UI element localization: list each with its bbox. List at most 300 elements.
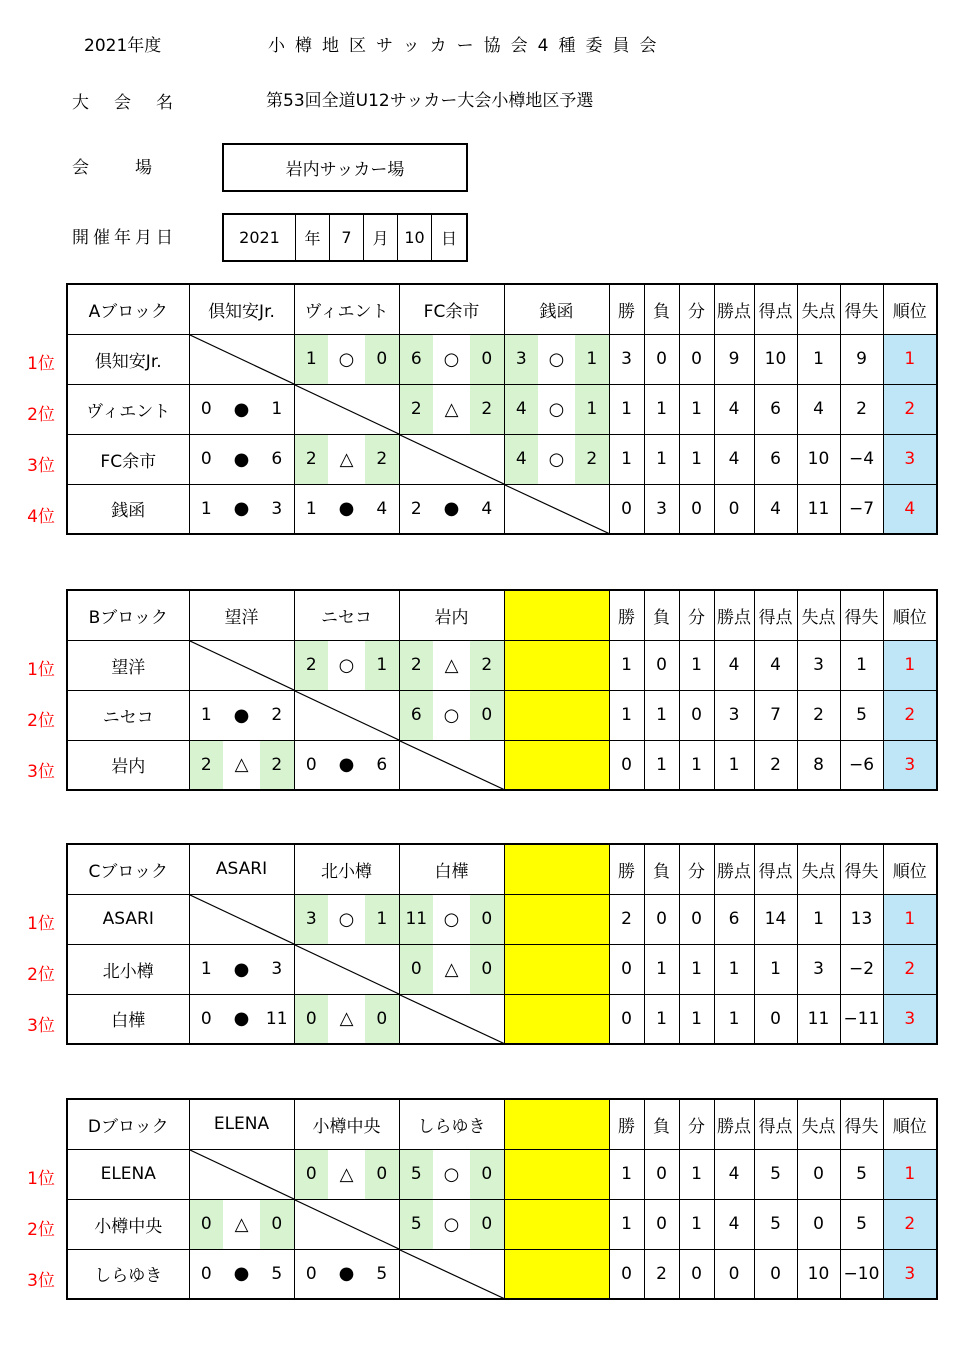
score: 5 bbox=[271, 1263, 283, 1284]
match-result bbox=[189, 1249, 294, 1299]
block-name: Aブロック bbox=[67, 284, 189, 334]
stat-value: −2 bbox=[840, 944, 883, 994]
score: 0 bbox=[400, 945, 434, 994]
stat-header: 勝点 bbox=[714, 844, 754, 894]
opponent-header: ニセコ bbox=[294, 590, 399, 640]
block-table bbox=[66, 283, 938, 535]
score: 4 bbox=[505, 385, 539, 434]
block-name: Cブロック bbox=[67, 844, 189, 894]
table-row bbox=[67, 690, 937, 740]
score: 0 bbox=[365, 995, 399, 1044]
match-result bbox=[504, 434, 609, 484]
stat-value: 0 bbox=[797, 1199, 840, 1249]
opponent-header: ASARI bbox=[189, 844, 294, 894]
table-row bbox=[67, 484, 937, 534]
stat-value: 1 bbox=[797, 894, 840, 944]
score: 2 bbox=[470, 385, 504, 434]
table-row bbox=[67, 1149, 937, 1199]
stat-value: 6 bbox=[754, 384, 797, 434]
result-symbol: ○ bbox=[548, 448, 565, 470]
stat-value: −4 bbox=[840, 434, 883, 484]
stat-header: 勝 bbox=[609, 590, 644, 640]
stat-value: 4 bbox=[714, 384, 754, 434]
stat-value: 6 bbox=[754, 434, 797, 484]
stat-value: 4 bbox=[714, 1199, 754, 1249]
match-result bbox=[399, 640, 504, 690]
result-symbol: ● bbox=[338, 498, 355, 520]
team-name: 銭函 bbox=[67, 484, 189, 534]
stat-value: 0 bbox=[609, 1249, 644, 1299]
stat-value: 2 bbox=[754, 740, 797, 790]
match-result bbox=[399, 334, 504, 384]
stat-value: 0 bbox=[644, 334, 679, 384]
event-name: 第53回全道U12サッカー大会小樽地区予選 bbox=[266, 91, 594, 111]
match-result bbox=[294, 740, 399, 790]
stat-value: 1 bbox=[609, 690, 644, 740]
rank-value: 4 bbox=[883, 484, 937, 534]
stat-value: 5 bbox=[754, 1149, 797, 1199]
date-year: 2021 bbox=[224, 215, 296, 260]
stat-value: 1 bbox=[644, 384, 679, 434]
stat-value: 0 bbox=[679, 484, 714, 534]
stat-header: 順位 bbox=[883, 284, 937, 334]
opponent-header: 白樺 bbox=[399, 844, 504, 894]
result-symbol: △ bbox=[234, 1213, 249, 1235]
event-label: 大 会 名 bbox=[72, 93, 177, 113]
unused-cell bbox=[504, 894, 609, 944]
stat-value: 4 bbox=[754, 484, 797, 534]
stat-value: 1 bbox=[679, 1199, 714, 1249]
result-symbol: ○ bbox=[338, 908, 355, 930]
stat-value: 2 bbox=[797, 690, 840, 740]
score: 3 bbox=[295, 895, 329, 944]
score: 6 bbox=[400, 335, 434, 384]
score: 2 bbox=[260, 741, 294, 790]
team-name: 倶知安Jr. bbox=[67, 334, 189, 384]
stat-value: 6 bbox=[714, 894, 754, 944]
place-label: 3位 bbox=[27, 1271, 55, 1291]
score: 2 bbox=[295, 435, 329, 484]
stat-header: 勝 bbox=[609, 284, 644, 334]
stat-value: 3 bbox=[797, 640, 840, 690]
self-match-cell bbox=[294, 944, 399, 994]
table-row bbox=[67, 640, 937, 690]
opponent-header: 小樽中央 bbox=[294, 1099, 399, 1149]
match-result bbox=[189, 690, 294, 740]
stat-value: 1 bbox=[644, 434, 679, 484]
stat-value: 10 bbox=[797, 434, 840, 484]
stat-value: 0 bbox=[714, 1249, 754, 1299]
table-row bbox=[67, 384, 937, 434]
opponent-header: ELENA bbox=[189, 1099, 294, 1149]
diagonal-line bbox=[295, 385, 399, 434]
stat-value: 3 bbox=[797, 944, 840, 994]
score: 5 bbox=[400, 1200, 434, 1249]
result-symbol: ○ bbox=[338, 654, 355, 676]
result-symbol: △ bbox=[234, 754, 249, 776]
match-result bbox=[294, 1249, 399, 1299]
place-label: 3位 bbox=[27, 1016, 55, 1036]
score: 2 bbox=[575, 435, 609, 484]
self-match-cell bbox=[399, 994, 504, 1044]
rank-value: 2 bbox=[883, 944, 937, 994]
rank-value: 2 bbox=[883, 690, 937, 740]
result-symbol: ○ bbox=[548, 348, 565, 370]
score: 1 bbox=[200, 705, 212, 725]
stat-value: 7 bbox=[754, 690, 797, 740]
place-label: 2位 bbox=[27, 1220, 55, 1240]
diagonal-line bbox=[295, 691, 399, 740]
stat-value: 1 bbox=[797, 334, 840, 384]
fiscal-year: 2021年度 bbox=[84, 36, 162, 56]
stat-value: 0 bbox=[754, 1249, 797, 1299]
stat-value: 0 bbox=[714, 484, 754, 534]
result-symbol: ○ bbox=[548, 398, 565, 420]
match-result bbox=[189, 434, 294, 484]
venue-label: 会 場 bbox=[72, 158, 156, 178]
stat-value: 1 bbox=[714, 944, 754, 994]
score: 1 bbox=[365, 641, 399, 690]
score: 0 bbox=[200, 449, 212, 469]
score: 0 bbox=[295, 1150, 329, 1199]
unused-cell bbox=[504, 1199, 609, 1249]
team-name: FC余市 bbox=[67, 434, 189, 484]
stat-value: 4 bbox=[714, 1149, 754, 1199]
result-symbol: △ bbox=[444, 398, 459, 420]
unused-cell bbox=[504, 994, 609, 1044]
team-name: ASARI bbox=[67, 894, 189, 944]
stat-value: 0 bbox=[644, 1149, 679, 1199]
team-name: しらゆき bbox=[67, 1249, 189, 1299]
self-match-cell bbox=[399, 434, 504, 484]
stat-value: 13 bbox=[840, 894, 883, 944]
match-result bbox=[189, 1199, 294, 1249]
team-name: 白樺 bbox=[67, 994, 189, 1044]
unused-cell bbox=[504, 1249, 609, 1299]
match-result bbox=[294, 1149, 399, 1199]
opponent-header: 望洋 bbox=[189, 590, 294, 640]
team-name: 小樽中央 bbox=[67, 1199, 189, 1249]
block-table bbox=[66, 589, 938, 791]
stat-header: 勝点 bbox=[714, 284, 754, 334]
stat-value: 0 bbox=[679, 334, 714, 384]
stat-value: 1 bbox=[609, 1149, 644, 1199]
score: 3 bbox=[271, 959, 283, 979]
stat-header: 負 bbox=[644, 844, 679, 894]
result-symbol: ● bbox=[233, 958, 250, 980]
place-label: 2位 bbox=[27, 711, 55, 731]
result-symbol: ● bbox=[233, 1263, 250, 1285]
match-result bbox=[399, 384, 504, 434]
stat-header: 得点 bbox=[754, 284, 797, 334]
match-result bbox=[399, 944, 504, 994]
score: 0 bbox=[470, 691, 504, 740]
diagonal-line bbox=[400, 741, 504, 790]
stat-header: 勝点 bbox=[714, 590, 754, 640]
stat-value: 5 bbox=[754, 1199, 797, 1249]
stat-value: 1 bbox=[714, 740, 754, 790]
stat-header: 順位 bbox=[883, 844, 937, 894]
score: 2 bbox=[190, 741, 224, 790]
stat-value: 1 bbox=[840, 640, 883, 690]
score: 11 bbox=[400, 895, 434, 944]
self-match-cell bbox=[294, 1199, 399, 1249]
stat-value: 10 bbox=[754, 334, 797, 384]
score: 2 bbox=[400, 641, 434, 690]
opponent-header: FC余市 bbox=[399, 284, 504, 334]
match-result bbox=[294, 484, 399, 534]
table-row bbox=[67, 1199, 937, 1249]
team-name: ニセコ bbox=[67, 690, 189, 740]
stat-value: 1 bbox=[644, 690, 679, 740]
stat-value: −10 bbox=[840, 1249, 883, 1299]
score: 1 bbox=[200, 498, 212, 519]
stat-value: 1 bbox=[679, 994, 714, 1044]
match-result bbox=[189, 740, 294, 790]
stat-value: 1 bbox=[679, 944, 714, 994]
stat-value: 1 bbox=[679, 434, 714, 484]
team-name: 北小樽 bbox=[67, 944, 189, 994]
score: 3 bbox=[271, 498, 283, 519]
stat-value: 0 bbox=[679, 1249, 714, 1299]
stat-header: 分 bbox=[679, 844, 714, 894]
table-row bbox=[67, 740, 937, 790]
score: 0 bbox=[470, 1150, 504, 1199]
score: 1 bbox=[295, 335, 329, 384]
stat-value: 1 bbox=[714, 994, 754, 1044]
score: 0 bbox=[365, 1150, 399, 1199]
diagonal-line bbox=[190, 335, 294, 384]
score: 2 bbox=[295, 641, 329, 690]
date-label: 開催年月日 bbox=[72, 228, 177, 248]
stat-header: 得失 bbox=[840, 590, 883, 640]
stat-value: 4 bbox=[714, 640, 754, 690]
result-symbol: ○ bbox=[443, 348, 460, 370]
match-result bbox=[504, 384, 609, 434]
opponent-header: 岩内 bbox=[399, 590, 504, 640]
match-result bbox=[294, 640, 399, 690]
result-symbol: △ bbox=[444, 958, 459, 980]
stat-header: 得点 bbox=[754, 1099, 797, 1149]
opponent-header: 銭函 bbox=[504, 284, 609, 334]
stat-header: 分 bbox=[679, 590, 714, 640]
stat-value: 1 bbox=[679, 1149, 714, 1199]
stat-header: 勝 bbox=[609, 1099, 644, 1149]
stat-header: 失点 bbox=[797, 590, 840, 640]
self-match-cell bbox=[189, 894, 294, 944]
stat-header: 得点 bbox=[754, 590, 797, 640]
date-month: 7 bbox=[330, 215, 364, 260]
result-symbol: ● bbox=[233, 398, 250, 420]
stat-header: 失点 bbox=[797, 844, 840, 894]
score: 0 bbox=[470, 1200, 504, 1249]
score: 2 bbox=[410, 498, 422, 519]
score: 1 bbox=[575, 335, 609, 384]
stat-header: 得失 bbox=[840, 844, 883, 894]
stat-value: 9 bbox=[840, 334, 883, 384]
stat-header: 得失 bbox=[840, 284, 883, 334]
score: 0 bbox=[365, 335, 399, 384]
score: 0 bbox=[200, 1263, 212, 1284]
stat-value: 4 bbox=[714, 434, 754, 484]
score: 1 bbox=[200, 959, 212, 979]
score: 0 bbox=[295, 995, 329, 1044]
stat-value: 0 bbox=[609, 484, 644, 534]
result-symbol: ● bbox=[443, 498, 460, 520]
score: 6 bbox=[376, 754, 388, 775]
stat-value: 4 bbox=[754, 640, 797, 690]
self-match-cell bbox=[504, 484, 609, 534]
score: 4 bbox=[505, 435, 539, 484]
score: 1 bbox=[271, 399, 283, 419]
self-match-cell bbox=[294, 384, 399, 434]
place-label: 1位 bbox=[27, 660, 55, 680]
stat-value: 2 bbox=[644, 1249, 679, 1299]
stat-value: 0 bbox=[754, 994, 797, 1044]
score: 2 bbox=[400, 385, 434, 434]
stat-value: 2 bbox=[840, 384, 883, 434]
place-label: 4位 bbox=[27, 507, 55, 527]
rank-value: 3 bbox=[883, 994, 937, 1044]
team-name: ELENA bbox=[67, 1149, 189, 1199]
unused-cell bbox=[504, 690, 609, 740]
table-row bbox=[67, 334, 937, 384]
result-symbol: △ bbox=[339, 448, 354, 470]
score: 3 bbox=[505, 335, 539, 384]
stat-value: 11 bbox=[797, 484, 840, 534]
rank-value: 1 bbox=[883, 640, 937, 690]
stat-value: −11 bbox=[840, 994, 883, 1044]
venue-box bbox=[222, 143, 468, 192]
score: 0 bbox=[190, 1200, 224, 1249]
score: 0 bbox=[200, 1008, 212, 1029]
stat-value: −7 bbox=[840, 484, 883, 534]
self-match-cell bbox=[189, 334, 294, 384]
unused-column bbox=[504, 844, 609, 894]
place-label: 2位 bbox=[27, 405, 55, 425]
diagonal-line bbox=[400, 1250, 504, 1299]
score: 11 bbox=[265, 1008, 288, 1029]
stat-value: 4 bbox=[797, 384, 840, 434]
place-label: 2位 bbox=[27, 965, 55, 985]
team-name: 望洋 bbox=[67, 640, 189, 690]
diagonal-line bbox=[295, 945, 399, 994]
opponent-header: 倶知安Jr. bbox=[189, 284, 294, 334]
score: 4 bbox=[481, 498, 493, 519]
stat-value: 3 bbox=[644, 484, 679, 534]
unused-cell bbox=[504, 944, 609, 994]
score: 0 bbox=[305, 1263, 317, 1284]
block-name: Bブロック bbox=[67, 590, 189, 640]
match-result bbox=[294, 434, 399, 484]
match-result bbox=[189, 994, 294, 1044]
opponent-header: しらゆき bbox=[399, 1099, 504, 1149]
diagonal-line bbox=[400, 435, 504, 484]
place-label: 1位 bbox=[27, 1169, 55, 1189]
self-match-cell bbox=[189, 1149, 294, 1199]
match-result bbox=[399, 484, 504, 534]
score: 6 bbox=[271, 449, 283, 469]
date-year-unit: 年 bbox=[296, 215, 330, 260]
match-result bbox=[399, 690, 504, 740]
stat-value: 1 bbox=[679, 384, 714, 434]
opponent-header: ヴィエント bbox=[294, 284, 399, 334]
stat-value: 14 bbox=[754, 894, 797, 944]
self-match-cell bbox=[294, 690, 399, 740]
score: 0 bbox=[470, 895, 504, 944]
stat-value: 8 bbox=[797, 740, 840, 790]
result-symbol: ● bbox=[233, 704, 250, 726]
date-day: 10 bbox=[398, 215, 432, 260]
rank-value: 2 bbox=[883, 384, 937, 434]
diagonal-line bbox=[190, 641, 294, 690]
match-result bbox=[189, 484, 294, 534]
match-result bbox=[399, 1149, 504, 1199]
stat-value: 1 bbox=[609, 434, 644, 484]
table-row bbox=[67, 1249, 937, 1299]
score: 1 bbox=[365, 895, 399, 944]
self-match-cell bbox=[399, 740, 504, 790]
stat-value: 5 bbox=[840, 1149, 883, 1199]
stat-value: 0 bbox=[797, 1149, 840, 1199]
table-row bbox=[67, 944, 937, 994]
table-row bbox=[67, 994, 937, 1044]
result-symbol: △ bbox=[339, 1008, 354, 1030]
result-symbol: ○ bbox=[443, 704, 460, 726]
stat-value: 1 bbox=[679, 640, 714, 690]
table-row bbox=[67, 894, 937, 944]
stat-value: 1 bbox=[609, 384, 644, 434]
result-symbol: ● bbox=[338, 1263, 355, 1285]
self-match-cell bbox=[399, 1249, 504, 1299]
diagonal-line bbox=[190, 895, 294, 944]
match-result bbox=[504, 334, 609, 384]
stat-value: 0 bbox=[644, 894, 679, 944]
stat-value: 1 bbox=[754, 944, 797, 994]
score: 4 bbox=[376, 498, 388, 519]
rank-value: 3 bbox=[883, 740, 937, 790]
result-symbol: △ bbox=[339, 1163, 354, 1185]
rank-value: 1 bbox=[883, 334, 937, 384]
score: 2 bbox=[470, 641, 504, 690]
stat-header: 順位 bbox=[883, 1099, 937, 1149]
stat-header: 負 bbox=[644, 1099, 679, 1149]
match-result bbox=[189, 944, 294, 994]
stat-header: 負 bbox=[644, 284, 679, 334]
match-result bbox=[189, 384, 294, 434]
stat-value: 1 bbox=[644, 944, 679, 994]
result-symbol: ○ bbox=[338, 348, 355, 370]
stat-header: 勝 bbox=[609, 844, 644, 894]
match-result bbox=[294, 334, 399, 384]
rank-value: 3 bbox=[883, 1249, 937, 1299]
score: 5 bbox=[400, 1150, 434, 1199]
unused-column bbox=[504, 590, 609, 640]
score: 6 bbox=[400, 691, 434, 740]
match-result bbox=[399, 894, 504, 944]
date-month-unit: 月 bbox=[364, 215, 398, 260]
self-match-cell bbox=[189, 640, 294, 690]
block-name: Dブロック bbox=[67, 1099, 189, 1149]
result-symbol: △ bbox=[444, 654, 459, 676]
team-name: 岩内 bbox=[67, 740, 189, 790]
result-symbol: ○ bbox=[443, 908, 460, 930]
stat-header: 分 bbox=[679, 1099, 714, 1149]
match-result bbox=[294, 994, 399, 1044]
stat-value: 0 bbox=[644, 640, 679, 690]
score: 0 bbox=[305, 754, 317, 775]
result-symbol: ○ bbox=[443, 1213, 460, 1235]
